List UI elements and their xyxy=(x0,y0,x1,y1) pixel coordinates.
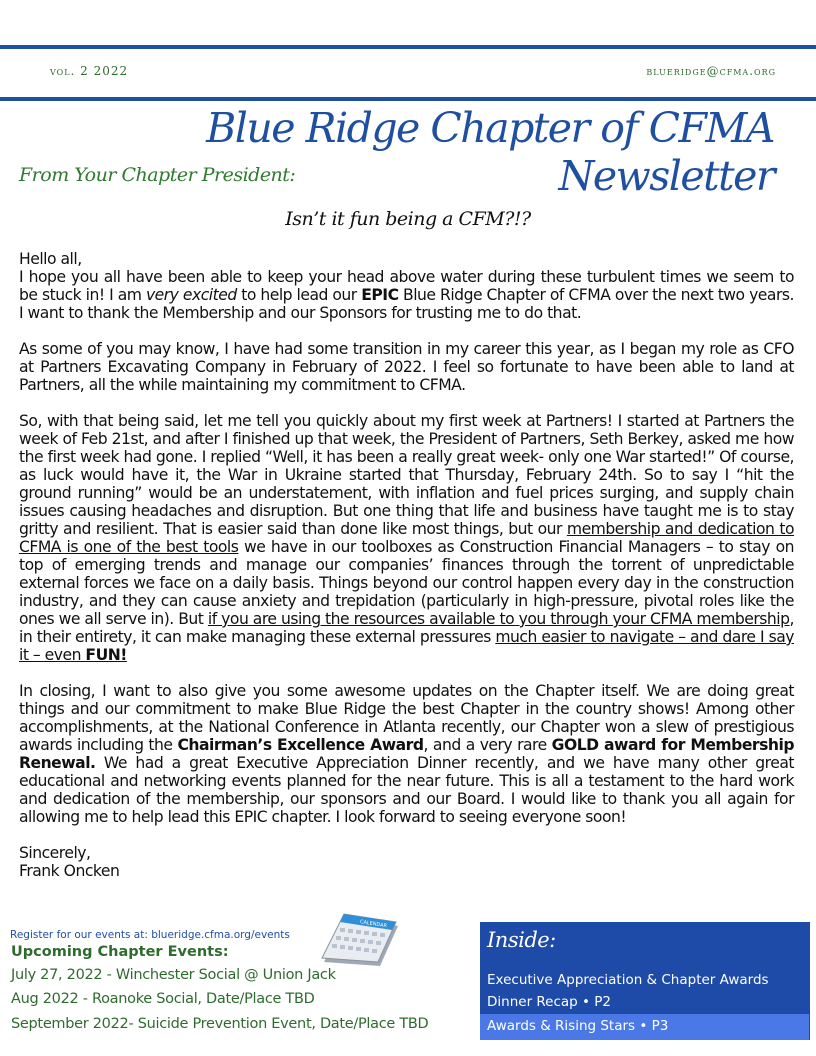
volume-label: vol. 2 2022 xyxy=(50,64,129,78)
greeting: Hello all, xyxy=(19,250,82,268)
inside-item[interactable]: Executive Appreciation & Chapter Awards xyxy=(487,972,769,988)
event-item: September 2022- Suicide Prevention Event, Date/Place TBD xyxy=(11,1016,429,1032)
newsletter-title-line2: Newsletter xyxy=(558,152,774,200)
header-top-rule xyxy=(0,45,816,49)
event-item: Aug 2022 - Roanoke Social, Date/Place TBD xyxy=(11,991,315,1007)
paragraph-2: As some of you may know, I have had some transition in my career this year, as I began my role as CFO at Partners Excavating Company in February of 2022. I feel so fortunate to have been able to land at Partners, all the while maintaining my commitment to CFMA. xyxy=(19,340,794,394)
inside-title: Inside: xyxy=(487,928,556,952)
calendar-icon xyxy=(318,912,402,968)
letter-body xyxy=(19,250,794,880)
inside-item[interactable]: Dinner Recap • P2 xyxy=(487,994,612,1010)
from-president-heading: From Your Chapter President: xyxy=(19,164,296,186)
closing: Sincerely, xyxy=(19,844,91,862)
inside-panel xyxy=(480,922,810,1040)
event-item: July 27, 2022 - Winchester Social @ Union Jack xyxy=(11,967,336,983)
paragraph-1: I hope you all have been able to keep your head above water during these turbulent times we seem to be stuck in! I am very excited to help lead our EPIC Blue Ridge Chapter of CFMA over the next two years. I want to thank the Membership and our Sponsors for trusting me to do that. xyxy=(19,268,794,322)
header-bottom-rule xyxy=(0,97,816,101)
signature: Frank Oncken xyxy=(19,862,120,880)
newsletter-title-line1: Blue Ridge Chapter of CFMA xyxy=(206,104,774,152)
paragraph-4: In closing, I want to also give you some awesome updates on the Chapter itself. We are doing great things and our commitment to make Blue Ridge the best Chapter in the country shows! Among other accomplishments, at the National Conference in Atlanta recently, our Chapter won a slew of prestigious awards including the Chairman’s Excellence Award, and a very rare GOLD award for Membership Renewal. We had a great Executive Appreciation Dinner recently, and we have many other great educational and networking events planned for the near future. This is all a testament to the hard work and dedication of the membership, our sponsors and our Board. I would like to thank you all again for allowing me to help lead this EPIC chapter. I look forward to seeing everyone soon! xyxy=(19,682,794,826)
paragraph-3: So, with that being said, let me tell you quickly about my first week at Partners! I started at Partners the week of Feb 21st, and after I finished up that week, the President of Partners, Seth Berkey, asked me how the first week had gone. I replied “Well, it has been a really great week- only one War started!” Of course, as luck would have it, the War in Ukraine started that Thursday, February 24th. So to say I “hit the ground running” would be an understatement, with inflation and fuel prices surging, and supply chain issues causing headaches and disruption. But one thing that life and business have taught me is to stay gritty and resilient. That is easier said than done like most things, but our membership and dedication to CFMA is one of the best tools we have in our toolboxes as Construction Financial Managers – to stay on top of emerging trends and manage our companies’ finances through the torrent of unpredictable external forces we face on a daily basis. Things beyond our control happen every day in the construction industry, and they can cause anxiety and trepidation (particularly in high-pressure, pivotal roles like the ones we all serve in). But if you are using the resources available to you through your CFMA membership, in their entirety, it can make managing these external pressures much easier to navigate – and dare I say it – even FUN! xyxy=(19,412,795,664)
letter-subtitle: Isn’t it fun being a CFM?!? xyxy=(285,208,531,230)
inside-item-highlighted[interactable]: Awards & Rising Stars • P3 xyxy=(480,1014,809,1040)
calendar-icon-label: CALENDAR xyxy=(359,919,388,930)
upcoming-events-title: Upcoming Chapter Events: xyxy=(11,944,229,960)
chapter-email[interactable]: blueridge@cfma.org xyxy=(646,64,776,78)
events-register-link[interactable]: Register for our events at: blueridge.cfma.org/events xyxy=(10,929,290,941)
